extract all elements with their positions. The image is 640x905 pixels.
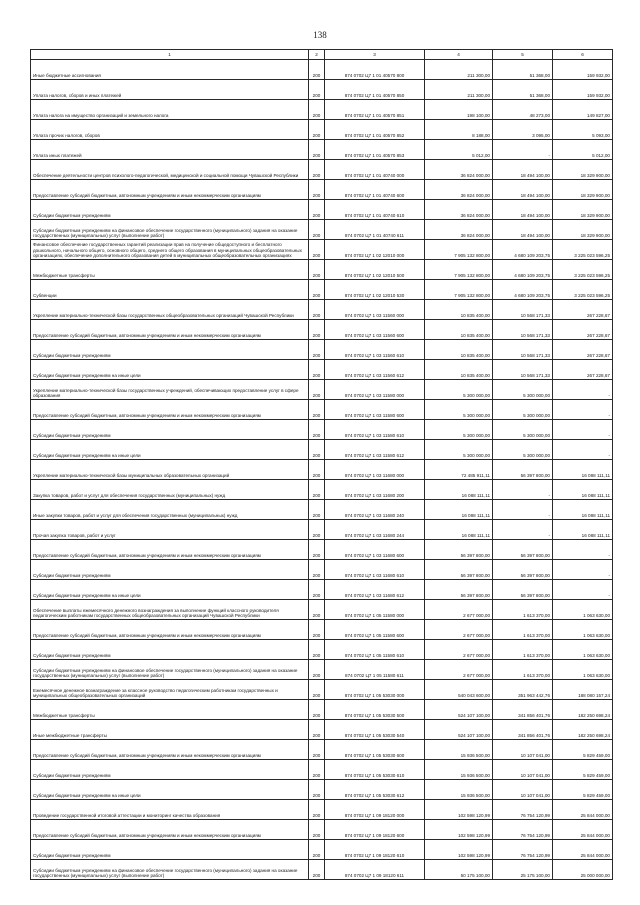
unexecuted-amount-cell: 25 844 000,00	[553, 800, 613, 820]
executed-amount-cell: 4 680 109 203,75	[493, 260, 553, 280]
table-row	[31, 680, 613, 700]
executed-amount-cell: 18 494 100,00	[493, 180, 553, 200]
budget-classification-code-cell: 874 0702 Ц7 1 09 18120 611	[325, 860, 425, 880]
expense-name-cell: Субсидии бюджетным учреждениям	[31, 760, 309, 780]
executed-amount-cell: -	[493, 140, 553, 160]
unexecuted-amount-cell: -	[553, 440, 613, 460]
budget-classification-code-cell: 874 0702 Ц7 1 05 53030 612	[325, 780, 425, 800]
approved-amount-cell: 2 677 000,00	[425, 600, 493, 620]
table-row	[31, 520, 613, 540]
approved-amount-cell: 5 012,00	[425, 140, 493, 160]
budget-classification-code-cell: 874 0702 Ц7 1 05 53030 500	[325, 700, 425, 720]
unexecuted-amount-cell: 16 088 111,11	[553, 480, 613, 500]
approved-amount-cell: 36 824 000,00	[425, 160, 493, 180]
expense-name-cell: Субсидии бюджетным учреждениям	[31, 640, 309, 660]
expense-name-cell: Ежемесячное денежное вознаграждение за классное руководство педагогическим работникам государственных и муниципальных общеобразовательных организаций	[31, 680, 309, 700]
executed-amount-cell: 25 175 100,00	[493, 860, 553, 880]
column-number-row	[31, 50, 613, 60]
expense-name-cell: Иные бюджетные ассигнования	[31, 60, 309, 80]
expense-name-cell: Уплата иных платежей	[31, 140, 309, 160]
executed-amount-cell: 18 494 100,00	[493, 220, 553, 240]
table-row	[31, 700, 613, 720]
budget-classification-code-cell: 874 0702 Ц7 1 05 53030 600	[325, 740, 425, 760]
budget-classification-code-cell: 874 0702 Ц7 1 03 11680 600	[325, 540, 425, 560]
expense-name-cell: Предоставление субсидий бюджетным, автономным учреждениям и иным некоммерческим организациям	[31, 180, 309, 200]
expense-name-cell: Субсидии бюджетным учреждениям	[31, 840, 309, 860]
table-row	[31, 200, 613, 220]
executed-amount-cell: -	[493, 520, 553, 540]
budget-classification-code-cell: 874 0702 Ц7 1 01 40740 610	[325, 200, 425, 220]
line-code-cell: 200	[309, 160, 325, 180]
approved-amount-cell: 2 677 000,00	[425, 640, 493, 660]
budget-classification-code-cell: 874 0702 Ц7 1 05 53030 610	[325, 760, 425, 780]
approved-amount-cell: 7 905 132 800,00	[425, 260, 493, 280]
table-row	[31, 580, 613, 600]
unexecuted-amount-cell: 1 063 630,00	[553, 640, 613, 660]
executed-amount-cell: 4 680 109 203,75	[493, 280, 553, 300]
approved-amount-cell: 540 043 600,00	[425, 680, 493, 700]
line-code-cell: 200	[309, 540, 325, 560]
expense-name-cell: Прочая закупка товаров, работ и услуг	[31, 520, 309, 540]
line-code-cell: 200	[309, 860, 325, 880]
approved-amount-cell: 7 905 132 800,00	[425, 240, 493, 260]
expense-name-cell: Субсидии бюджетным учреждениям	[31, 420, 309, 440]
table-row	[31, 620, 613, 640]
approved-amount-cell: 36 824 000,00	[425, 180, 493, 200]
budget-classification-code-cell: 874 0702 Ц7 1 01 40570 800	[325, 60, 425, 80]
line-code-cell: 200	[309, 580, 325, 600]
table-row	[31, 260, 613, 280]
budget-classification-code-cell: 874 0702 Ц7 1 03 11560 600	[325, 320, 425, 340]
approved-amount-cell: 15 936 500,00	[425, 740, 493, 760]
unexecuted-amount-cell: 159 932,00	[553, 60, 613, 80]
expense-name-cell: Иные межбюджетные трансферты	[31, 720, 309, 740]
unexecuted-amount-cell: 25 000 000,00	[553, 860, 613, 880]
table-row	[31, 380, 613, 400]
budget-classification-code-cell: 874 0702 Ц7 1 01 40740 611	[325, 220, 425, 240]
budget-classification-code-cell: 874 0702 Ц7 1 01 40740 600	[325, 180, 425, 200]
expense-name-cell: Предоставление субсидий бюджетным, автономным учреждениям и иным некоммерческим организациям	[31, 820, 309, 840]
line-code-cell: 200	[309, 420, 325, 440]
table-row	[31, 360, 613, 380]
unexecuted-amount-cell: -	[553, 380, 613, 400]
executed-amount-cell: 10 568 171,33	[493, 360, 553, 380]
expense-name-cell: Уплата налогов, сборов и иных платежей	[31, 80, 309, 100]
approved-amount-cell: 72 485 911,11	[425, 460, 493, 480]
executed-amount-cell: 10 568 171,33	[493, 340, 553, 360]
table-row	[31, 420, 613, 440]
table-row	[31, 80, 613, 100]
budget-classification-code-cell: 874 0702 Ц7 1 03 11580 000	[325, 380, 425, 400]
approved-amount-cell: 5 300 000,00	[425, 420, 493, 440]
approved-amount-cell: 5 300 000,00	[425, 400, 493, 420]
line-code-cell: 200	[309, 100, 325, 120]
approved-amount-cell: 56 397 800,00	[425, 540, 493, 560]
table-row	[31, 560, 613, 580]
executed-amount-cell: 56 397 800,00	[493, 580, 553, 600]
approved-amount-cell: 102 598 120,99	[425, 800, 493, 820]
line-code-cell: 200	[309, 320, 325, 340]
table-row	[31, 640, 613, 660]
executed-amount-cell: 51 368,00	[493, 80, 553, 100]
expense-name-cell: Укрепление материально-технической базы государственных учреждений, обеспечивающих предоставление услуг в сфере образования	[31, 380, 309, 400]
executed-amount-cell: 48 273,00	[493, 100, 553, 120]
budget-classification-code-cell: 874 0702 Ц7 1 03 11560 610	[325, 340, 425, 360]
line-code-cell: 200	[309, 400, 325, 420]
budget-classification-code-cell: 874 0702 Ц7 1 01 40740 000	[325, 160, 425, 180]
unexecuted-amount-cell: -	[553, 400, 613, 420]
line-code-cell: 200	[309, 440, 325, 460]
table-row	[31, 220, 613, 240]
approved-amount-cell: 10 835 400,00	[425, 340, 493, 360]
unexecuted-amount-cell: 16 088 111,11	[553, 520, 613, 540]
page-number: 138	[313, 30, 327, 40]
approved-amount-cell: 2 677 000,00	[425, 620, 493, 640]
line-code-cell: 200	[309, 60, 325, 80]
column-header: 1	[31, 50, 309, 60]
unexecuted-amount-cell: 18 329 900,00	[553, 160, 613, 180]
expense-name-cell: Предоставление субсидий бюджетным, автономным учреждениям и иным некоммерческим организациям	[31, 620, 309, 640]
expense-name-cell: Субсидии бюджетным учреждениям на финансовое обеспечение государственного (муниципального) задания на оказание государственных (муниципальных) услуг (выполнение работ)	[31, 220, 309, 240]
unexecuted-amount-cell: -	[553, 420, 613, 440]
table-row	[31, 540, 613, 560]
budget-classification-code-cell: 874 0702 Ц7 1 03 11580 600	[325, 400, 425, 420]
unexecuted-amount-cell: 16 088 111,11	[553, 500, 613, 520]
expense-name-cell: Субсидии бюджетным учреждениям на иные цели	[31, 780, 309, 800]
executed-amount-cell: 1 613 370,00	[493, 640, 553, 660]
expense-name-cell: Уплата налога на имущество организаций и земельного налога	[31, 100, 309, 120]
column-header: 2	[309, 50, 325, 60]
table-body	[31, 60, 613, 880]
table-row	[31, 800, 613, 820]
budget-classification-code-cell: 874 0702 Ц7 1 02 12010 530	[325, 280, 425, 300]
line-code-cell: 200	[309, 180, 325, 200]
executed-amount-cell: 10 107 041,00	[493, 780, 553, 800]
executed-amount-cell: 5 300 000,00	[493, 400, 553, 420]
expense-name-cell: Уплата прочих налогов, сборов	[31, 120, 309, 140]
table-row	[31, 160, 613, 180]
line-code-cell: 200	[309, 520, 325, 540]
unexecuted-amount-cell: -	[553, 540, 613, 560]
expense-name-cell: Укрепление материально-технической базы государственных общеобразовательных организаций Чувашской Республики	[31, 300, 309, 320]
line-code-cell: 200	[309, 240, 325, 260]
column-header: 6	[553, 50, 613, 60]
unexecuted-amount-cell: 1 063 630,00	[553, 600, 613, 620]
unexecuted-amount-cell: 267 228,67	[553, 340, 613, 360]
approved-amount-cell: 56 397 800,00	[425, 560, 493, 580]
expense-name-cell: Межбюджетные трансферты	[31, 700, 309, 720]
executed-amount-cell: 5 300 000,00	[493, 440, 553, 460]
unexecuted-amount-cell: -	[553, 560, 613, 580]
approved-amount-cell: 15 936 500,00	[425, 780, 493, 800]
approved-amount-cell: 211 300,00	[425, 80, 493, 100]
budget-classification-code-cell: 874 0702 Ц7 1 09 18120 600	[325, 820, 425, 840]
unexecuted-amount-cell: 1 063 630,00	[553, 660, 613, 680]
executed-amount-cell: 10 107 041,00	[493, 740, 553, 760]
line-code-cell: 200	[309, 700, 325, 720]
executed-amount-cell: 76 754 120,99	[493, 820, 553, 840]
table-row	[31, 820, 613, 840]
expense-name-cell: Закупка товаров, работ и услуг для обеспечения государственных (муниципальных) нужд	[31, 480, 309, 500]
unexecuted-amount-cell: 3 225 023 596,25	[553, 280, 613, 300]
line-code-cell: 200	[309, 460, 325, 480]
executed-amount-cell: 56 397 800,00	[493, 560, 553, 580]
executed-amount-cell: 5 300 000,00	[493, 380, 553, 400]
executed-amount-cell: 1 613 370,00	[493, 660, 553, 680]
approved-amount-cell: 524 107 100,00	[425, 700, 493, 720]
table-row	[31, 400, 613, 420]
executed-amount-cell: 10 568 171,33	[493, 300, 553, 320]
executed-amount-cell: 76 754 120,99	[493, 840, 553, 860]
unexecuted-amount-cell: 5 012,00	[553, 140, 613, 160]
approved-amount-cell: 10 835 400,00	[425, 360, 493, 380]
executed-amount-cell: 10 107 041,00	[493, 760, 553, 780]
table-row	[31, 480, 613, 500]
line-code-cell: 200	[309, 300, 325, 320]
line-code-cell: 200	[309, 200, 325, 220]
table-row	[31, 860, 613, 880]
line-code-cell: 200	[309, 800, 325, 820]
line-code-cell: 200	[309, 820, 325, 840]
approved-amount-cell: 15 936 500,00	[425, 760, 493, 780]
line-code-cell: 200	[309, 360, 325, 380]
approved-amount-cell: 16 088 111,11	[425, 480, 493, 500]
approved-amount-cell: 102 598 120,99	[425, 820, 493, 840]
approved-amount-cell: 10 835 400,00	[425, 300, 493, 320]
budget-classification-code-cell: 874 0702 Ц7 1 05 11580 000	[325, 600, 425, 620]
line-code-cell: 200	[309, 740, 325, 760]
budget-classification-code-cell: 874 0702 Ц7 1 05 11580 611	[325, 660, 425, 680]
budget-classification-code-cell: 874 0702 Ц7 1 03 11680 240	[325, 500, 425, 520]
line-code-cell: 200	[309, 480, 325, 500]
expense-name-cell: Субсидии бюджетным учреждениям	[31, 200, 309, 220]
expense-name-cell: Субсидии бюджетным учреждениям на финансовое обеспечение государственного (муниципального) задания на оказание государственных (муниципальных) услуг (выполнение работ)	[31, 860, 309, 880]
expense-name-cell: Обеспечение выплаты ежемесячного денежного вознаграждения за выполнение функций классного руководителя педагогическим работникам государственных общеобразовательных организаций Чувашской Республики	[31, 600, 309, 620]
approved-amount-cell: 198 100,00	[425, 100, 493, 120]
budget-classification-code-cell: 874 0702 Ц7 1 05 11580 600	[325, 620, 425, 640]
budget-classification-code-cell: 874 0702 Ц7 1 05 53030 000	[325, 680, 425, 700]
expense-name-cell: Субсидии бюджетным учреждениям на иные цели	[31, 440, 309, 460]
table-row	[31, 440, 613, 460]
expense-name-cell: Укрепление материально-технической базы муниципальных образовательных организаций	[31, 460, 309, 480]
unexecuted-amount-cell: 25 844 000,00	[553, 840, 613, 860]
expense-name-cell: Субсидии бюджетным учреждениям на иные цели	[31, 360, 309, 380]
unexecuted-amount-cell: 3 225 023 596,25	[553, 260, 613, 280]
line-code-cell: 200	[309, 760, 325, 780]
expense-name-cell: Предоставление субсидий бюджетным, автономным учреждениям и иным некоммерческим организациям	[31, 400, 309, 420]
table-row	[31, 100, 613, 120]
unexecuted-amount-cell: 18 329 900,00	[553, 220, 613, 240]
table-row	[31, 500, 613, 520]
unexecuted-amount-cell: 188 080 157,24	[553, 680, 613, 700]
executed-amount-cell: 4 680 109 203,75	[493, 240, 553, 260]
line-code-cell: 200	[309, 840, 325, 860]
line-code-cell: 200	[309, 620, 325, 640]
approved-amount-cell: 50 175 100,00	[425, 860, 493, 880]
approved-amount-cell: 56 397 800,00	[425, 580, 493, 600]
unexecuted-amount-cell: 1 063 630,00	[553, 620, 613, 640]
table-row	[31, 60, 613, 80]
executed-amount-cell: 18 494 100,00	[493, 160, 553, 180]
table-row	[31, 460, 613, 480]
line-code-cell: 200	[309, 260, 325, 280]
approved-amount-cell: 10 835 400,00	[425, 320, 493, 340]
line-code-cell: 200	[309, 560, 325, 580]
table-row	[31, 600, 613, 620]
approved-amount-cell: 36 824 000,00	[425, 200, 493, 220]
executed-amount-cell: 51 368,00	[493, 60, 553, 80]
approved-amount-cell: 5 300 000,00	[425, 440, 493, 460]
line-code-cell: 200	[309, 340, 325, 360]
table-row	[31, 660, 613, 680]
executed-amount-cell: 18 494 100,00	[493, 200, 553, 220]
budget-execution-table	[30, 49, 613, 880]
budget-classification-code-cell: 874 0702 Ц7 1 03 11680 610	[325, 560, 425, 580]
table-row	[31, 120, 613, 140]
table-row	[31, 140, 613, 160]
expense-name-cell: Межбюджетные трансферты	[31, 260, 309, 280]
expense-name-cell: Проведение государственной итоговой аттестации и мониторинг качества образования	[31, 800, 309, 820]
executed-amount-cell: 56 397 800,00	[493, 540, 553, 560]
line-code-cell: 200	[309, 660, 325, 680]
unexecuted-amount-cell: 18 329 900,00	[553, 180, 613, 200]
table-row	[31, 280, 613, 300]
approved-amount-cell: 16 088 111,11	[425, 520, 493, 540]
unexecuted-amount-cell: 18 329 900,00	[553, 200, 613, 220]
expense-name-cell: Субсидии бюджетным учреждениям на финансовое обеспечение государственного (муниципального) задания на оказание государственных (муниципальных) услуг (выполнение работ)	[31, 660, 309, 680]
unexecuted-amount-cell: 182 250 698,24	[553, 700, 613, 720]
unexecuted-amount-cell: 3 225 023 596,25	[553, 240, 613, 260]
unexecuted-amount-cell: 267 228,67	[553, 360, 613, 380]
expense-name-cell: Финансовое обеспечение государственных гарантий реализации прав на получение общедоступного и бесплатного дошкольного, начального общего, основного общего, среднего общего образования в муниципальных общеобразовательных организациях, обеспечение дополнительного образования детей в муниципальных общеобразовательных организациях	[31, 240, 309, 260]
budget-classification-code-cell: 874 0702 Ц7 1 05 11580 610	[325, 640, 425, 660]
unexecuted-amount-cell: 267 228,67	[553, 320, 613, 340]
budget-classification-code-cell: 874 0702 Ц7 1 01 40570 852	[325, 120, 425, 140]
approved-amount-cell: 5 300 000,00	[425, 380, 493, 400]
table-row	[31, 840, 613, 860]
executed-amount-cell: 56 397 800,00	[493, 460, 553, 480]
budget-classification-code-cell: 874 0702 Ц7 1 02 12010 500	[325, 260, 425, 280]
unexecuted-amount-cell: 5 829 459,00	[553, 760, 613, 780]
table-row	[31, 760, 613, 780]
expense-name-cell: Предоставление субсидий бюджетным, автономным учреждениям и иным некоммерческим организациям	[31, 540, 309, 560]
unexecuted-amount-cell: 267 228,67	[553, 300, 613, 320]
executed-amount-cell: -	[493, 500, 553, 520]
table-row	[31, 780, 613, 800]
budget-classification-code-cell: 874 0702 Ц7 1 01 40570 850	[325, 80, 425, 100]
budget-classification-code-cell: 874 0702 Ц7 1 03 11560 612	[325, 360, 425, 380]
executed-amount-cell: 5 300 000,00	[493, 420, 553, 440]
column-header: 3	[325, 50, 425, 60]
expense-name-cell: Предоставление субсидий бюджетным, автономным учреждениям и иным некоммерческим организациям	[31, 320, 309, 340]
line-code-cell: 200	[309, 80, 325, 100]
table-row	[31, 720, 613, 740]
budget-classification-code-cell: 874 0702 Ц7 1 03 11680 000	[325, 460, 425, 480]
unexecuted-amount-cell: 5 093,00	[553, 120, 613, 140]
budget-classification-code-cell: 874 0702 Ц7 1 03 11680 200	[325, 480, 425, 500]
budget-classification-code-cell: 874 0702 Ц7 1 03 11680 244	[325, 520, 425, 540]
table-row	[31, 300, 613, 320]
budget-classification-code-cell: 874 0702 Ц7 1 05 53030 540	[325, 720, 425, 740]
line-code-cell: 200	[309, 680, 325, 700]
executed-amount-cell: -	[493, 480, 553, 500]
executed-amount-cell: 351 963 442,76	[493, 680, 553, 700]
line-code-cell: 200	[309, 720, 325, 740]
executed-amount-cell: 1 613 370,00	[493, 600, 553, 620]
column-header: 4	[425, 50, 493, 60]
table-row	[31, 180, 613, 200]
executed-amount-cell: 1 613 370,00	[493, 620, 553, 640]
unexecuted-amount-cell: 149 827,00	[553, 100, 613, 120]
line-code-cell: 200	[309, 120, 325, 140]
budget-classification-code-cell: 874 0702 Ц7 1 03 11580 610	[325, 420, 425, 440]
unexecuted-amount-cell: 16 088 111,11	[553, 460, 613, 480]
expense-name-cell: Субсидии бюджетным учреждениям на иные цели	[31, 580, 309, 600]
budget-classification-code-cell: 874 0702 Ц7 1 09 18120 610	[325, 840, 425, 860]
expense-name-cell: Предоставление субсидий бюджетным, автономным учреждениям и иным некоммерческим организациям	[31, 740, 309, 760]
table-row	[31, 740, 613, 760]
executed-amount-cell: 341 856 401,76	[493, 720, 553, 740]
approved-amount-cell: 2 677 000,00	[425, 660, 493, 680]
table-row	[31, 340, 613, 360]
budget-classification-code-cell: 874 0702 Ц7 1 03 11560 000	[325, 300, 425, 320]
approved-amount-cell: 524 107 100,00	[425, 720, 493, 740]
expense-name-cell: Обеспечение деятельности центров психолого-педагогической, медицинской и социальной помощи Чувашской Республики	[31, 160, 309, 180]
approved-amount-cell: 8 188,00	[425, 120, 493, 140]
table-row	[31, 320, 613, 340]
line-code-cell: 200	[309, 600, 325, 620]
budget-classification-code-cell: 874 0702 Ц7 1 01 40570 853	[325, 140, 425, 160]
executed-amount-cell: 341 856 401,76	[493, 700, 553, 720]
approved-amount-cell: 7 905 132 800,00	[425, 280, 493, 300]
line-code-cell: 200	[309, 640, 325, 660]
approved-amount-cell: 211 300,00	[425, 60, 493, 80]
column-header: 5	[493, 50, 553, 60]
line-code-cell: 200	[309, 280, 325, 300]
approved-amount-cell: 36 824 000,00	[425, 220, 493, 240]
unexecuted-amount-cell: 159 932,00	[553, 80, 613, 100]
unexecuted-amount-cell: 5 829 459,00	[553, 780, 613, 800]
line-code-cell: 200	[309, 780, 325, 800]
unexecuted-amount-cell: 182 250 698,24	[553, 720, 613, 740]
approved-amount-cell: 16 088 111,11	[425, 500, 493, 520]
expense-name-cell: Субвенции	[31, 280, 309, 300]
budget-classification-code-cell: 874 0702 Ц7 1 02 12010 000	[325, 240, 425, 260]
line-code-cell: 200	[309, 500, 325, 520]
unexecuted-amount-cell: 5 829 459,00	[553, 740, 613, 760]
budget-classification-code-cell: 874 0702 Ц7 1 03 11680 612	[325, 580, 425, 600]
approved-amount-cell: 102 598 120,99	[425, 840, 493, 860]
executed-amount-cell: 10 568 171,33	[493, 320, 553, 340]
budget-classification-code-cell: 874 0702 Ц7 1 01 40570 851	[325, 100, 425, 120]
budget-classification-code-cell: 874 0702 Ц7 1 09 18120 000	[325, 800, 425, 820]
expense-name-cell: Иные закупки товаров, работ и услуг для обеспечения государственных (муниципальных) нужд	[31, 500, 309, 520]
executed-amount-cell: 76 754 120,99	[493, 800, 553, 820]
line-code-cell: 200	[309, 140, 325, 160]
unexecuted-amount-cell: -	[553, 580, 613, 600]
line-code-cell: 200	[309, 380, 325, 400]
expense-name-cell: Субсидии бюджетным учреждениям	[31, 340, 309, 360]
executed-amount-cell: 3 095,00	[493, 120, 553, 140]
table-row	[31, 240, 613, 260]
budget-classification-code-cell: 874 0702 Ц7 1 03 11580 612	[325, 440, 425, 460]
line-code-cell: 200	[309, 220, 325, 240]
expense-name-cell: Субсидии бюджетным учреждениям	[31, 560, 309, 580]
unexecuted-amount-cell: 25 844 000,00	[553, 820, 613, 840]
